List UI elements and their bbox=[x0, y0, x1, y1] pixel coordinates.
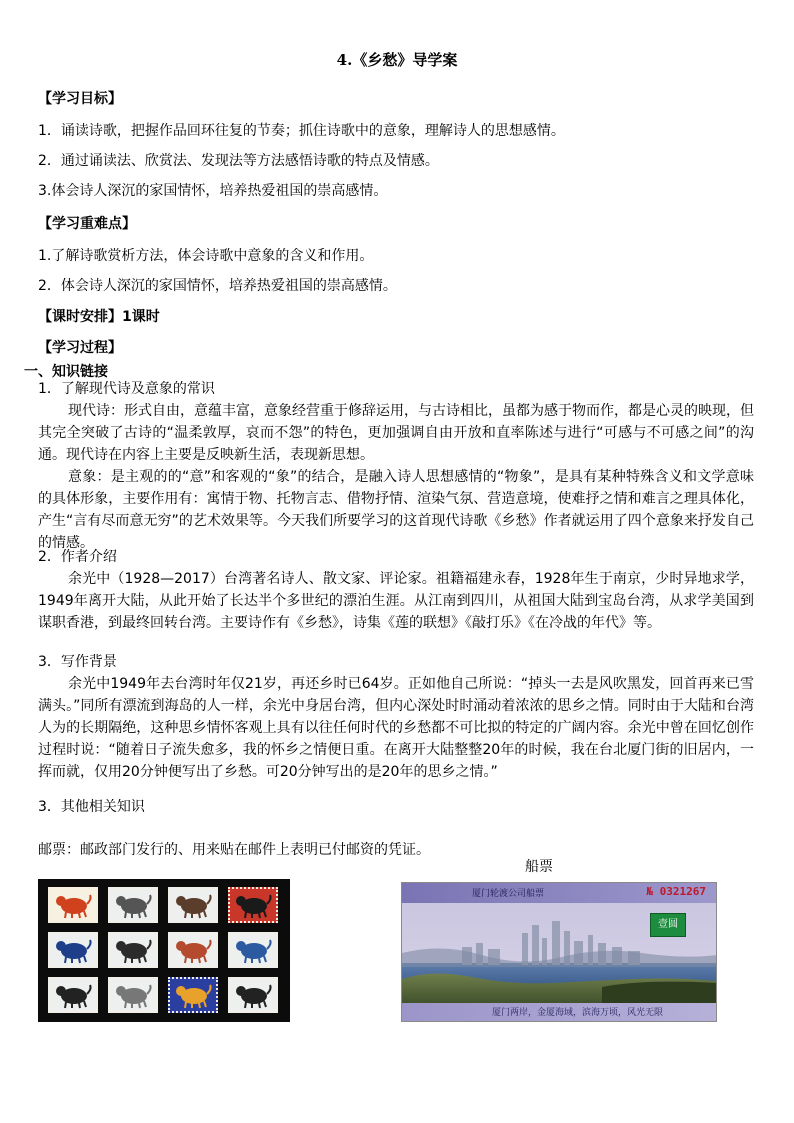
horse-icon bbox=[170, 934, 216, 966]
goal-item-1: 1．诵读诗歌，把握作品回环往复的节奏；抓住诗歌中的意象，理解诗人的思想感情。 bbox=[38, 123, 565, 139]
heading-key-points: 【学习重难点】 bbox=[38, 216, 136, 232]
tiger-icon bbox=[50, 979, 96, 1011]
paragraph-background: 余光中1949年去台湾时年仅21岁，再还乡时已64岁。正如他自己所说：“掉头一去是风吹黑发，回首再来已雪满头。”同所有漂流到海岛的人一样，余光中身居台湾，但内心深处时时涌动着浓浓的思乡之情。同时由于大陆和台湾人为的长期隔绝，这种思乡情怀客观上具有以往任何时代的乡愁都不可比拟的特定的广阔内容。余光中曾在回忆创作过程时说：“随着日子流失愈多，我的怀乡之情便日重。在离开大陆整整20年的时候，我在台北厦门街的旧居内，一挥而就，仅用20分钟便写出了乡愁。可20分钟写出的是20年的思乡之情。” bbox=[38, 676, 754, 780]
sub-heading-other: 3．其他相关知识 bbox=[38, 799, 145, 815]
zodiac-stamps-image bbox=[38, 879, 290, 1022]
rooster-icon bbox=[50, 934, 96, 966]
sub-heading-modern-poetry: 1．了解现代诗及意象的常识 bbox=[38, 381, 215, 397]
heading-process: 【学习过程】 bbox=[38, 340, 122, 356]
key-item-2: 2．体会诗人深沉的家国情怀，培养热爱祖国的崇高感情。 bbox=[38, 278, 397, 294]
goal-item-3: 3.体会诗人深沉的家国情怀，培养热爱祖国的崇高感情。 bbox=[38, 183, 388, 199]
pig-stamp bbox=[168, 977, 218, 1013]
city-skyline-illustration bbox=[402, 883, 717, 1022]
snake-stamp bbox=[108, 932, 158, 968]
ox-stamp bbox=[168, 887, 218, 923]
rabbit-stamp bbox=[108, 977, 158, 1013]
paragraph-author: 余光中（1928—2017）台湾著名诗人、散文家、评论家。祖籍福建永春，1928年生于南京，少时异地求学，1949年离开大陆，从此开始了长达半个多世纪的漂泊生涯。从江南到四川，从祖国大陆到宝岛台湾，从求学美国到谋职香港，到最终回转台湾。主要诗作有《乡愁》，诗集《莲的联想》《敲打乐》《在冷战的年代》等。 bbox=[38, 571, 754, 631]
goal-item-2: 2．通过诵读法、欣赏法、发现法等方法感悟诗歌的特点及情感。 bbox=[38, 153, 439, 169]
page-title: 4.《乡愁》导学案 bbox=[336, 51, 458, 69]
paragraph-modern-poetry: 现代诗：形式自由，意蕴丰富，意象经营重于修辞运用，与古诗相比，虽都为感于物而作，都是心灵的映现，但其完全突破了古诗的“温柔敦厚，哀而不怨”的特色，更加强调自由开放和直率陈述与进行“可感与不可感之间”的沟通。现代诗在内容上主要是反映新生活，表现新思想。 bbox=[38, 403, 754, 463]
tiger-stamp bbox=[48, 977, 98, 1013]
paragraph-imagery: 意象：是主观的的“意”和客观的“象”的结合，是融入诗人思想感情的“物象”，是具有某种特殊含义和文学意味的具体形象，主要作用有：寓情于物、托物言志、借物抒情、渲染气氛、营造意境，使难抒之情和难言之理具体化，产生“言有尽而意无穷”的艺术效果等。今天我们所要学习的这首现代诗歌《乡愁》作者就运用了四个意象来抒发自己的情感。 bbox=[38, 469, 754, 551]
ship-ticket-caption: 船票 bbox=[525, 859, 553, 875]
key-item-1: 1.了解诗歌赏析方法，体会诗歌中意象的含义和作用。 bbox=[38, 248, 374, 264]
horse-stamp bbox=[168, 932, 218, 968]
dragon-icon bbox=[50, 889, 96, 921]
rat-stamp bbox=[108, 887, 158, 923]
heading-knowledge-link: 一、知识链接 bbox=[24, 364, 108, 380]
ox-icon bbox=[170, 889, 216, 921]
monkey-stamp bbox=[228, 887, 278, 923]
dog-icon bbox=[230, 934, 276, 966]
sub-heading-background: 3．写作背景 bbox=[38, 654, 117, 670]
pig-icon bbox=[170, 979, 216, 1011]
sub-heading-author: 2．作者介绍 bbox=[38, 549, 117, 565]
ticket-company: 厦门轮渡公司船票 bbox=[472, 889, 545, 899]
ship-ticket-image bbox=[401, 882, 717, 1022]
heading-schedule: 【课时安排】1课时 bbox=[38, 309, 160, 325]
ticket-number: № 0321267 bbox=[646, 885, 706, 898]
ticket-price: 壹圆 bbox=[650, 913, 686, 937]
rat-icon bbox=[110, 889, 156, 921]
rabbit-icon bbox=[110, 979, 156, 1011]
dog-stamp bbox=[228, 932, 278, 968]
stamp-definition: 邮票：邮政部门发行的、用来贴在邮件上表明已付邮资的凭证。 bbox=[38, 842, 430, 858]
rooster-stamp bbox=[48, 932, 98, 968]
ticket-slogan: 厦门两岸，金厦海域，滨海万顷，风光无限 bbox=[492, 1008, 664, 1018]
dragon-stamp bbox=[48, 887, 98, 923]
goat-icon bbox=[230, 979, 276, 1011]
snake-icon bbox=[110, 934, 156, 966]
goat-stamp bbox=[228, 977, 278, 1013]
heading-learning-goals: 【学习目标】 bbox=[38, 91, 122, 107]
monkey-icon bbox=[230, 889, 276, 921]
